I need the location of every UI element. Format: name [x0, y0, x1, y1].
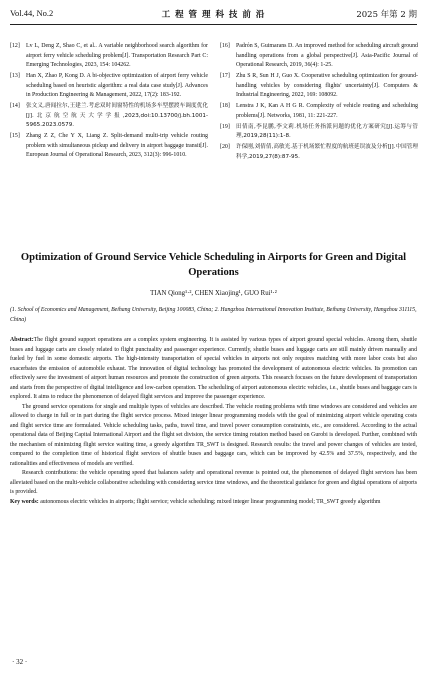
reference-item: [220, 143, 418, 162]
keywords-text: autonomous electric vehicles in airports; flight service; vehicle scheduling; mixed integer linear programming model; TR_SWT greedy algorithm: [40, 498, 381, 505]
reference-text: Padrón S, Guimarans D. An improved method for scheduling aircraft ground handling operations from a global perspective[J]. Asia-Pacific Journal of Operational Research, 2019, 36(4): 1-25.: [236, 43, 418, 68]
page-number: · 32 ·: [12, 658, 28, 666]
reference-text: 张文义,唐闻拉尔,王建兰.考虑双时间窗特性的机场多车型摆渡车调度优化[J].北京航空航天大学学报,2023,doi:10.13700/j.bh.1001-5965.2023.0579.: [26, 103, 208, 128]
reference-number: [13]: [10, 73, 20, 79]
reference-text: Zhu S R, Sun H J, Guo X. Cooperative scheduling optimization for ground-handling vehicles by considering flights' uncertainty[J]. Computers & Industrial Engineering, 2022, 169: 108092.: [236, 73, 418, 98]
reference-number: [18]: [220, 103, 230, 109]
paper-title: Optimization of Ground Service Vehicle Scheduling in Airports for Green and Digital Operations: [20, 252, 407, 278]
reference-item: [220, 72, 418, 101]
abstract-paragraph: [10, 336, 417, 403]
reference-text: 田倩南,李昆鹏,李文莉.机场任务指派问题的优化方案研究[J].运筹与管理,2019,28(11):1-8.: [236, 123, 418, 139]
reference-item: [220, 123, 418, 142]
reference-number: [20]: [220, 144, 230, 150]
references-section: [10, 42, 417, 220]
reference-number: [15]: [10, 133, 20, 139]
reference-item: [220, 42, 418, 71]
abstract-paragraph: Research contributions: the vehicle operating speed that balances safety and operational revenue is pointed out, the phenomenon of delayed flight services has been alleviated based on the multi-vehicle collaborative scheduling with considering service time windows, and the theoretical guidance for green and digital operations of airports is provided.: [10, 470, 417, 495]
reference-item: [220, 102, 418, 121]
keywords-label: Key words:: [10, 498, 39, 505]
abstract-label: Abstract:: [10, 337, 34, 343]
reference-text: 许保刚,刘倩倩,高敏光.基于机场繁忙程度的航班延误波及分析[J].中国管理科学,2019,27(8):87-95.: [236, 144, 418, 160]
paper-authors: TIAN Qiong¹·², CHEN Xiaojing¹, GUO Rui¹·²: [150, 290, 277, 297]
header-rule: [10, 24, 417, 25]
reference-text: Zhang Z Z, Che Y X, Liang Z. Split-demand multi-trip vehicle routing problem with simultaneous pickup and delivery in airport baggage transit[J]. European Journal of Operational Research, 2023, 312(3): 996-1010.: [26, 133, 208, 158]
reference-text: Han X, Zhao P, Kong D. A bi-objective optimization of airport ferry vehicle scheduling based on heuristic algorithm: a real data case study[J]. Advances in Production Engineering & Management, 2022, 17(2): 183-192.: [26, 73, 208, 98]
reference-item: [10, 102, 208, 131]
reference-text: Lenstra J K, Kan A H G R. Complexity of vehicle routing and scheduling problems[J]. Networks, 1981, 11: 221-227.: [236, 103, 418, 119]
running-header: [10, 8, 417, 22]
reference-text: Lv L, Deng Z, Shao C, et al.. A variable neighborhood search algorithm for airport ferry vehicle scheduling problem[J]. Transportation Research Part C: Emerging Technologies, 2023, 154: 104262.: [26, 43, 208, 68]
keywords-paragraph: [10, 498, 417, 508]
reference-item: [10, 42, 208, 71]
abstract-text: The flight ground support operations are a complex system engineering. It is assisted by various types of airport ground special vehicles. Among them, shuttle buses and luggage carts are closely related to flight punctuality and passenger experience. Currently, shuttle buses and luggage carts are still mainly driven manually and fueled by fuel in some domestic airports. The high-intensity transportation of special vehicles in airports not only requires matching with more labor costs but also exacerbates the emission of automobile exhaust. The innovation of digital technology has promoted the development of autonomous electric vehicles. Its promotion can effectively save the investment of airport human resources and promote the construction of green airports. This research focuses on the future development of transportation and starts from the perspective of digital intelligence and low-carbon operation. The scheduling of airport autonomous electric vehicles, i.e., shuttle buses and baggage cars is explored. It aims to reduce the phenomenon of delayed flight services and improve the passenger experience.: [10, 337, 417, 400]
references-left-column: [10, 42, 208, 162]
reference-number: [12]: [10, 43, 20, 49]
references-right-column: [220, 42, 418, 164]
abstract-paragraph: The ground service operations for single and multiple types of vehicles are described. The vehicle routing problems with time windows are considered and vehicles are allowed to charge in full or in part during the flight service process. Mixed integer linear programming models with the goal of minimizing airport vehicle operating costs and flight service time are formulated. Vehicle scheduling tasks, paths, travel time, and travel power consumption constraints, etc., are considered. According to the actual operational data of Beijing Capital International Airport and the flight set division, the service timing rotation method based on Gurobi is developed. Further, combined with the mechanism of minimizing flight service waiting time, a greedy algorithm TR_SWT is designed. Research results: the travel and power changes of vehicles are tested, compared to the completion time of historical flight services of shuttle buses and baggage cars, which can be improved by 42.5% and 37.5%, respectively, and the rationalities and effectiveness of models are verified.: [10, 403, 417, 467]
reference-item: [10, 132, 208, 161]
issue-label: 2025 年第 2 期: [356, 10, 417, 20]
reference-number: [16]: [220, 43, 230, 49]
journal-name: 工 程 管 理 科 技 前 沿: [161, 10, 266, 20]
volume-label: Vol.44, No.2: [10, 8, 54, 18]
reference-number: [14]: [10, 103, 20, 109]
paper-affiliation: (1. School of Economics and Management, Beihang University, Beijing 100083, China; 2. Hangzhou International Innovation Institute, Beihang University, Hangzhou 311115, China): [10, 307, 417, 323]
reference-number: [19]: [220, 123, 230, 130]
reference-item: [10, 72, 208, 101]
abstract-block: [10, 336, 417, 507]
reference-number: [17]: [220, 73, 230, 79]
